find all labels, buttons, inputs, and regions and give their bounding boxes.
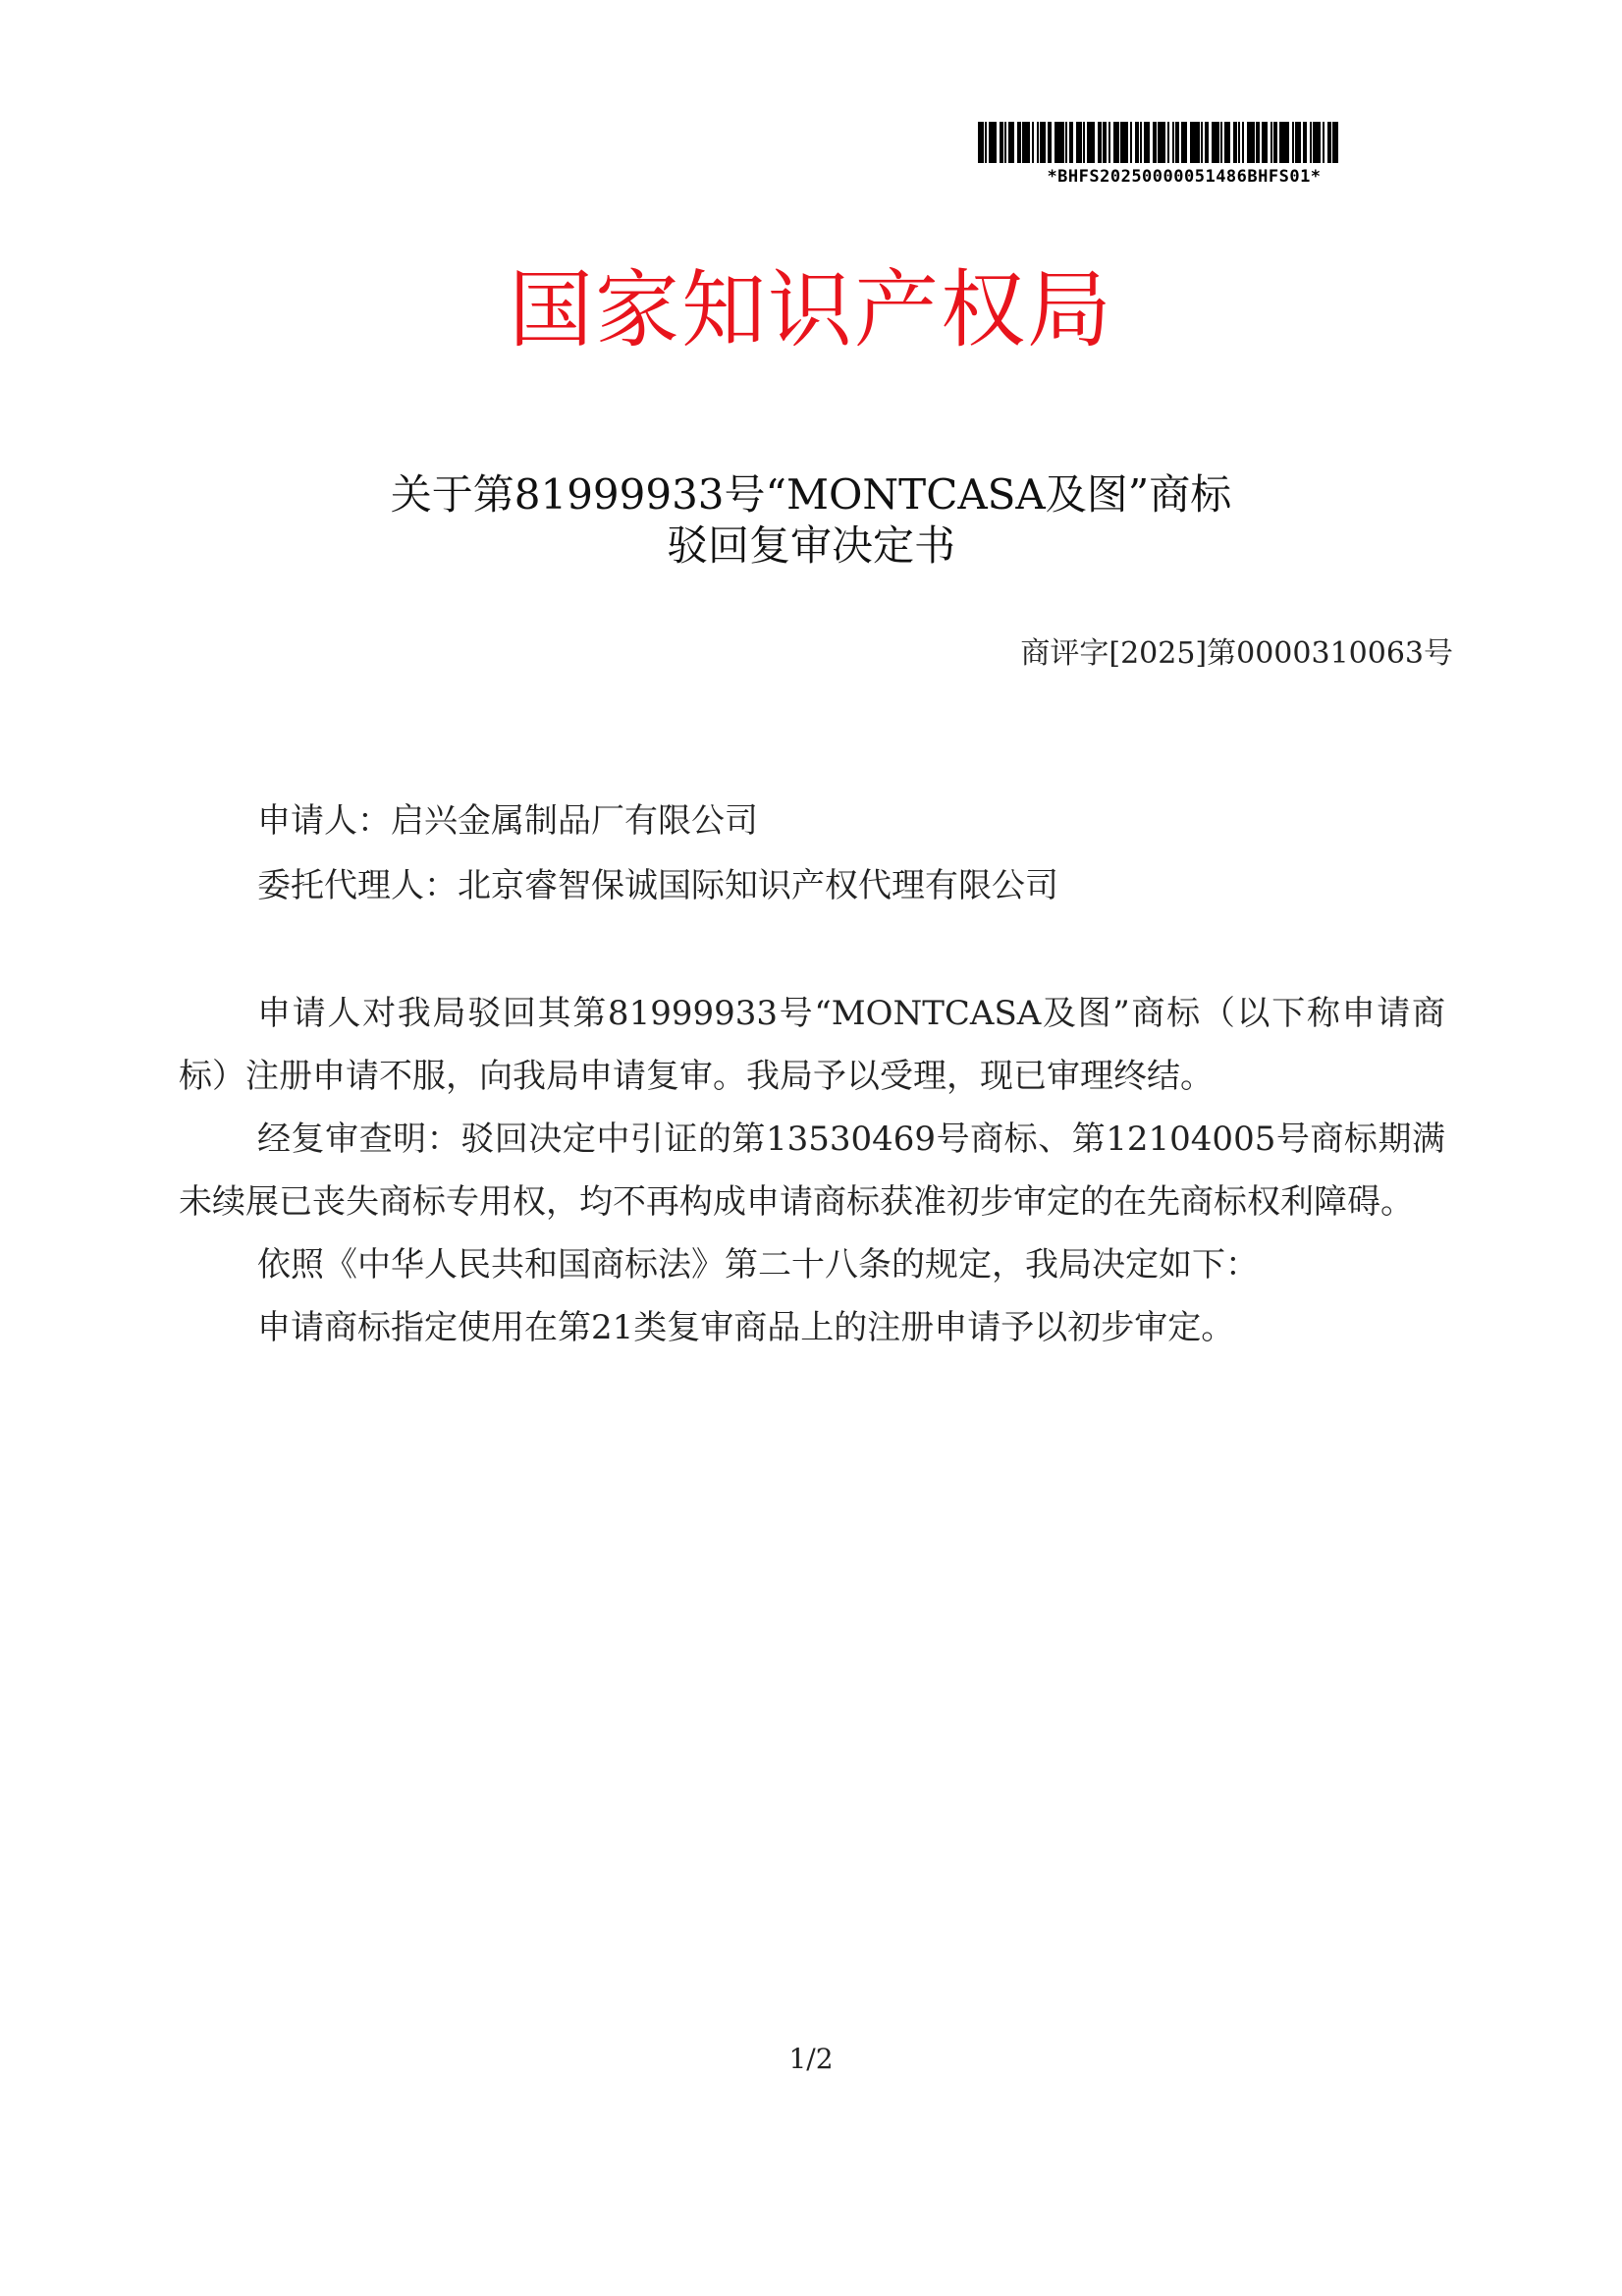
barcode-bar	[1256, 122, 1260, 163]
barcode-bar	[1172, 122, 1174, 163]
barcode-bar	[1220, 122, 1222, 163]
barcode-bar	[1153, 122, 1157, 163]
barcode-bar	[1323, 122, 1325, 163]
barcode-bar	[1103, 122, 1107, 163]
barcode-bar	[1175, 122, 1179, 163]
barcode-bar	[1212, 122, 1219, 163]
barcode-bar	[1233, 122, 1237, 163]
barcode-bar	[1008, 122, 1014, 163]
barcode	[978, 122, 1390, 187]
barcode-number: *BHFS20250000051486BHFS01*	[1047, 167, 1322, 187]
barcode-bar	[1040, 122, 1046, 163]
barcode-bar	[1279, 122, 1289, 163]
barcode-bar	[1037, 122, 1039, 163]
barcode-bar	[1140, 122, 1142, 163]
barcode-bar	[1327, 122, 1331, 163]
body-paragraph-3: 依照《中华人民共和国商标法》第二十八条的规定，我局决定如下：	[257, 1245, 1259, 1285]
barcode-bar	[1313, 122, 1321, 163]
barcode-bar	[1181, 122, 1187, 163]
applicant-line: 申请人：启兴金属制品厂有限公司	[257, 801, 758, 841]
barcode-bar	[1262, 122, 1268, 163]
barcode-bar	[1303, 122, 1307, 163]
barcode-bar	[1144, 122, 1150, 163]
title-line-2: 驳回复审决定书	[666, 521, 955, 570]
body-paragraph-2: 经复审查明：驳回决定中引证的第13530469号商标、第12104005号商标期满未续展已丧失商标专用权，均不再构成申请商标获准初步审定的在先商标权利障碍。	[179, 1120, 1445, 1222]
barcode-bar	[1083, 122, 1085, 163]
barcode-bar	[1295, 122, 1301, 163]
barcode-bar	[1000, 122, 1003, 163]
barcode-bar	[1032, 122, 1034, 163]
barcode-bar	[1310, 122, 1312, 163]
barcode-bar	[1247, 122, 1255, 163]
barcode-bar	[1113, 122, 1119, 163]
barcode-bar	[1048, 122, 1052, 163]
agency-header: 国家知识产权局	[509, 261, 1113, 359]
decision-body	[179, 982, 1445, 1359]
document-title	[0, 469, 1622, 572]
barcode-bar	[1332, 122, 1338, 163]
barcode-bar	[1242, 122, 1244, 163]
barcode-bar	[1004, 122, 1006, 163]
barcode-bar	[1120, 122, 1128, 163]
barcode-bar	[978, 122, 984, 163]
barcode-bar	[1130, 122, 1132, 163]
barcode-bar	[1224, 122, 1230, 163]
agent-line: 委托代理人：北京睿智保诚国际知识产权代理有限公司	[257, 866, 1058, 905]
barcode-bar	[1069, 122, 1073, 163]
barcode-bar	[1076, 122, 1082, 163]
barcode-bar	[1108, 122, 1110, 163]
barcode-bar	[1273, 122, 1277, 163]
barcode-bar	[1271, 122, 1272, 163]
barcode-bars	[978, 122, 1390, 163]
barcode-bar	[1022, 122, 1030, 163]
barcode-bar	[1167, 122, 1169, 163]
barcode-bar	[989, 122, 997, 163]
barcode-bar	[1135, 122, 1139, 163]
barcode-bar	[1017, 122, 1021, 163]
barcode-bar	[1087, 122, 1095, 163]
page-number: 1/2	[788, 2043, 834, 2075]
barcode-bar	[1201, 122, 1203, 163]
barcode-bar	[1190, 122, 1200, 163]
barcode-bar	[985, 122, 987, 163]
barcode-bar	[1238, 122, 1240, 163]
barcode-bar	[1054, 122, 1064, 163]
body-paragraph-1: 申请人对我局驳回其第81999933号“MONTCASA及图”商标（以下称申请商标）注册申请不服，向我局申请复审。我局予以受理，现已审理终结。	[179, 994, 1445, 1096]
title-line-1: 关于第81999933号“MONTCASA及图”商标	[390, 470, 1232, 519]
barcode-bar	[1158, 122, 1165, 163]
barcode-bar	[1205, 122, 1209, 163]
body-paragraph-4: 申请商标指定使用在第21类复审商品上的注册申请予以初步审定。	[257, 1308, 1235, 1347]
barcode-bar	[1098, 122, 1102, 163]
barcode-bar	[1065, 122, 1067, 163]
document-number: 商评字[2025]第0000310063号	[1020, 636, 1453, 671]
barcode-bar	[1292, 122, 1294, 163]
